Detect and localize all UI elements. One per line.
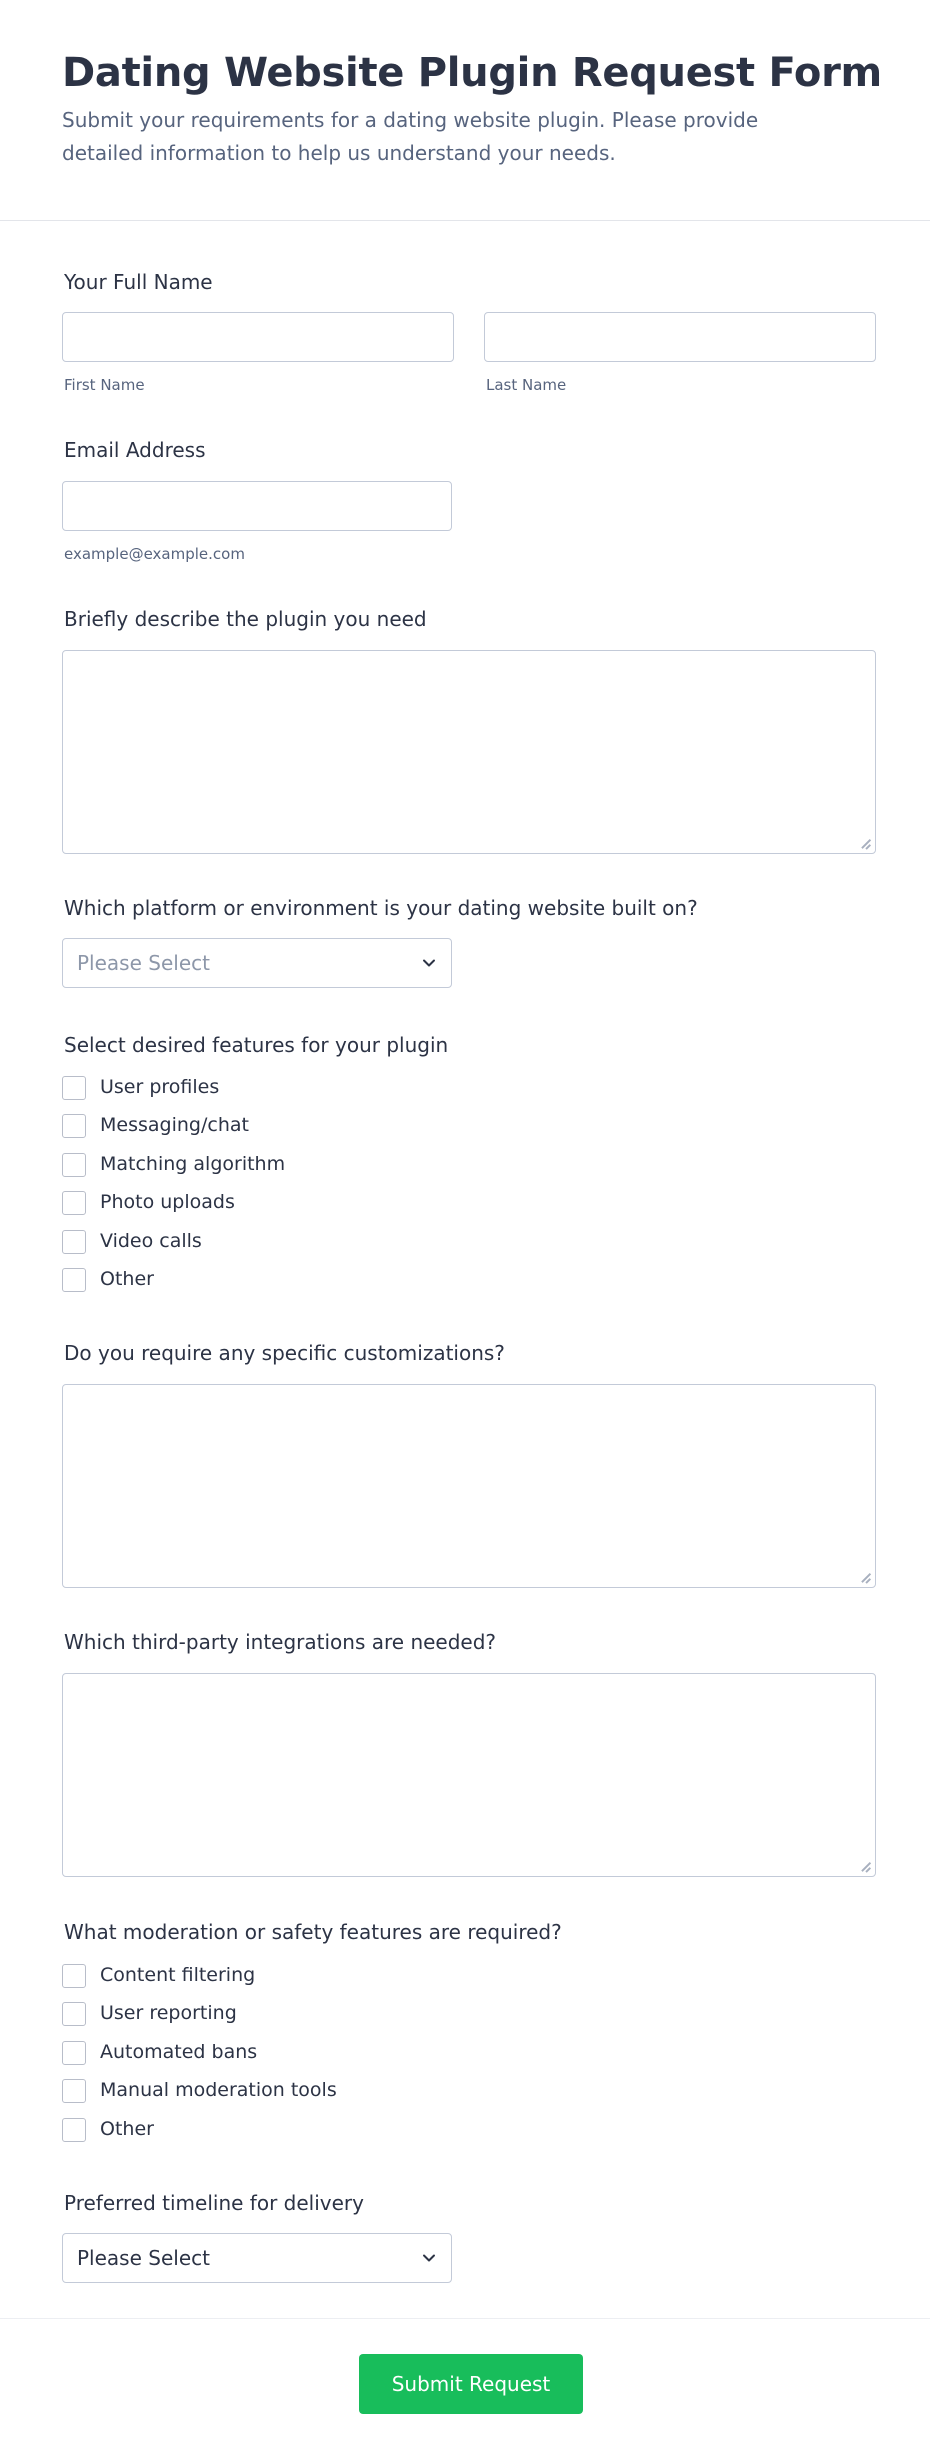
form-header xyxy=(0,0,930,221)
platform-select-value: Please Select xyxy=(77,951,210,975)
resize-grip-icon[interactable] xyxy=(858,1859,870,1871)
resize-grip-icon[interactable] xyxy=(858,836,870,848)
checkbox[interactable] xyxy=(62,1268,86,1292)
email-sublabel: example@example.com xyxy=(64,545,245,563)
timeline-label: Preferred timeline for delivery xyxy=(64,2191,364,2215)
moderation-label: What moderation or safety features are required? xyxy=(64,1920,562,1944)
platform-label: Which platform or environment is your dating website built on? xyxy=(64,896,698,920)
full-name-label: Your Full Name xyxy=(64,270,213,294)
page-title: Dating Website Plugin Request Form xyxy=(62,50,882,96)
checkbox[interactable] xyxy=(62,1076,86,1100)
checkbox[interactable] xyxy=(62,2118,86,2142)
timeline-select[interactable] xyxy=(62,2233,452,2283)
footer-divider xyxy=(0,2318,930,2319)
checkbox-label: Other xyxy=(100,1268,154,1290)
last-name-sublabel: Last Name xyxy=(486,376,567,394)
checkbox-label: Matching algorithm xyxy=(100,1153,286,1175)
checkbox[interactable] xyxy=(62,2041,86,2065)
checkbox-label: Automated bans xyxy=(100,2041,258,2063)
checkbox-label: Messaging/chat xyxy=(100,1114,249,1136)
features-label: Select desired features for your plugin xyxy=(64,1033,449,1057)
first-name-sublabel: First Name xyxy=(64,376,145,394)
checkbox[interactable] xyxy=(62,1114,86,1138)
checkbox[interactable] xyxy=(62,2079,86,2103)
integrations-label: Which third-party integrations are needed? xyxy=(64,1630,497,1654)
checkbox-label: Photo uploads xyxy=(100,1191,235,1213)
customizations-label: Do you require any specific customizations? xyxy=(64,1341,505,1365)
integrations-textarea[interactable] xyxy=(62,1673,876,1877)
customizations-textarea[interactable] xyxy=(62,1384,876,1588)
resize-grip-icon[interactable] xyxy=(858,1570,870,1582)
checkbox[interactable] xyxy=(62,1230,86,1254)
checkbox[interactable] xyxy=(62,1191,86,1215)
page-subtitle: Submit your requirements for a dating website plugin. Please provide detailed information to help us understand your needs. xyxy=(62,108,759,165)
email-input[interactable] xyxy=(62,481,452,531)
checkbox-label: Manual moderation tools xyxy=(100,2079,337,2101)
checkbox[interactable] xyxy=(62,1153,86,1177)
description-textarea[interactable] xyxy=(62,650,876,854)
checkbox-label: Other xyxy=(100,2118,154,2140)
first-name-input[interactable] xyxy=(62,312,454,362)
checkbox[interactable] xyxy=(62,1964,86,1988)
submit-button[interactable]: Submit Request xyxy=(359,2354,583,2414)
checkbox-label: User profiles xyxy=(100,1076,220,1098)
checkbox-label: User reporting xyxy=(100,2002,237,2024)
checkbox[interactable] xyxy=(62,2002,86,2026)
last-name-input[interactable] xyxy=(484,312,876,362)
description-label: Briefly describe the plugin you need xyxy=(64,607,427,631)
platform-select[interactable] xyxy=(62,938,452,988)
checkbox-label: Content filtering xyxy=(100,1964,256,1986)
email-label: Email Address xyxy=(64,438,206,462)
chevron-down-icon xyxy=(421,955,437,971)
chevron-down-icon xyxy=(421,2250,437,2266)
checkbox-label: Video calls xyxy=(100,1230,202,1252)
timeline-select-value: Please Select xyxy=(77,2246,210,2270)
